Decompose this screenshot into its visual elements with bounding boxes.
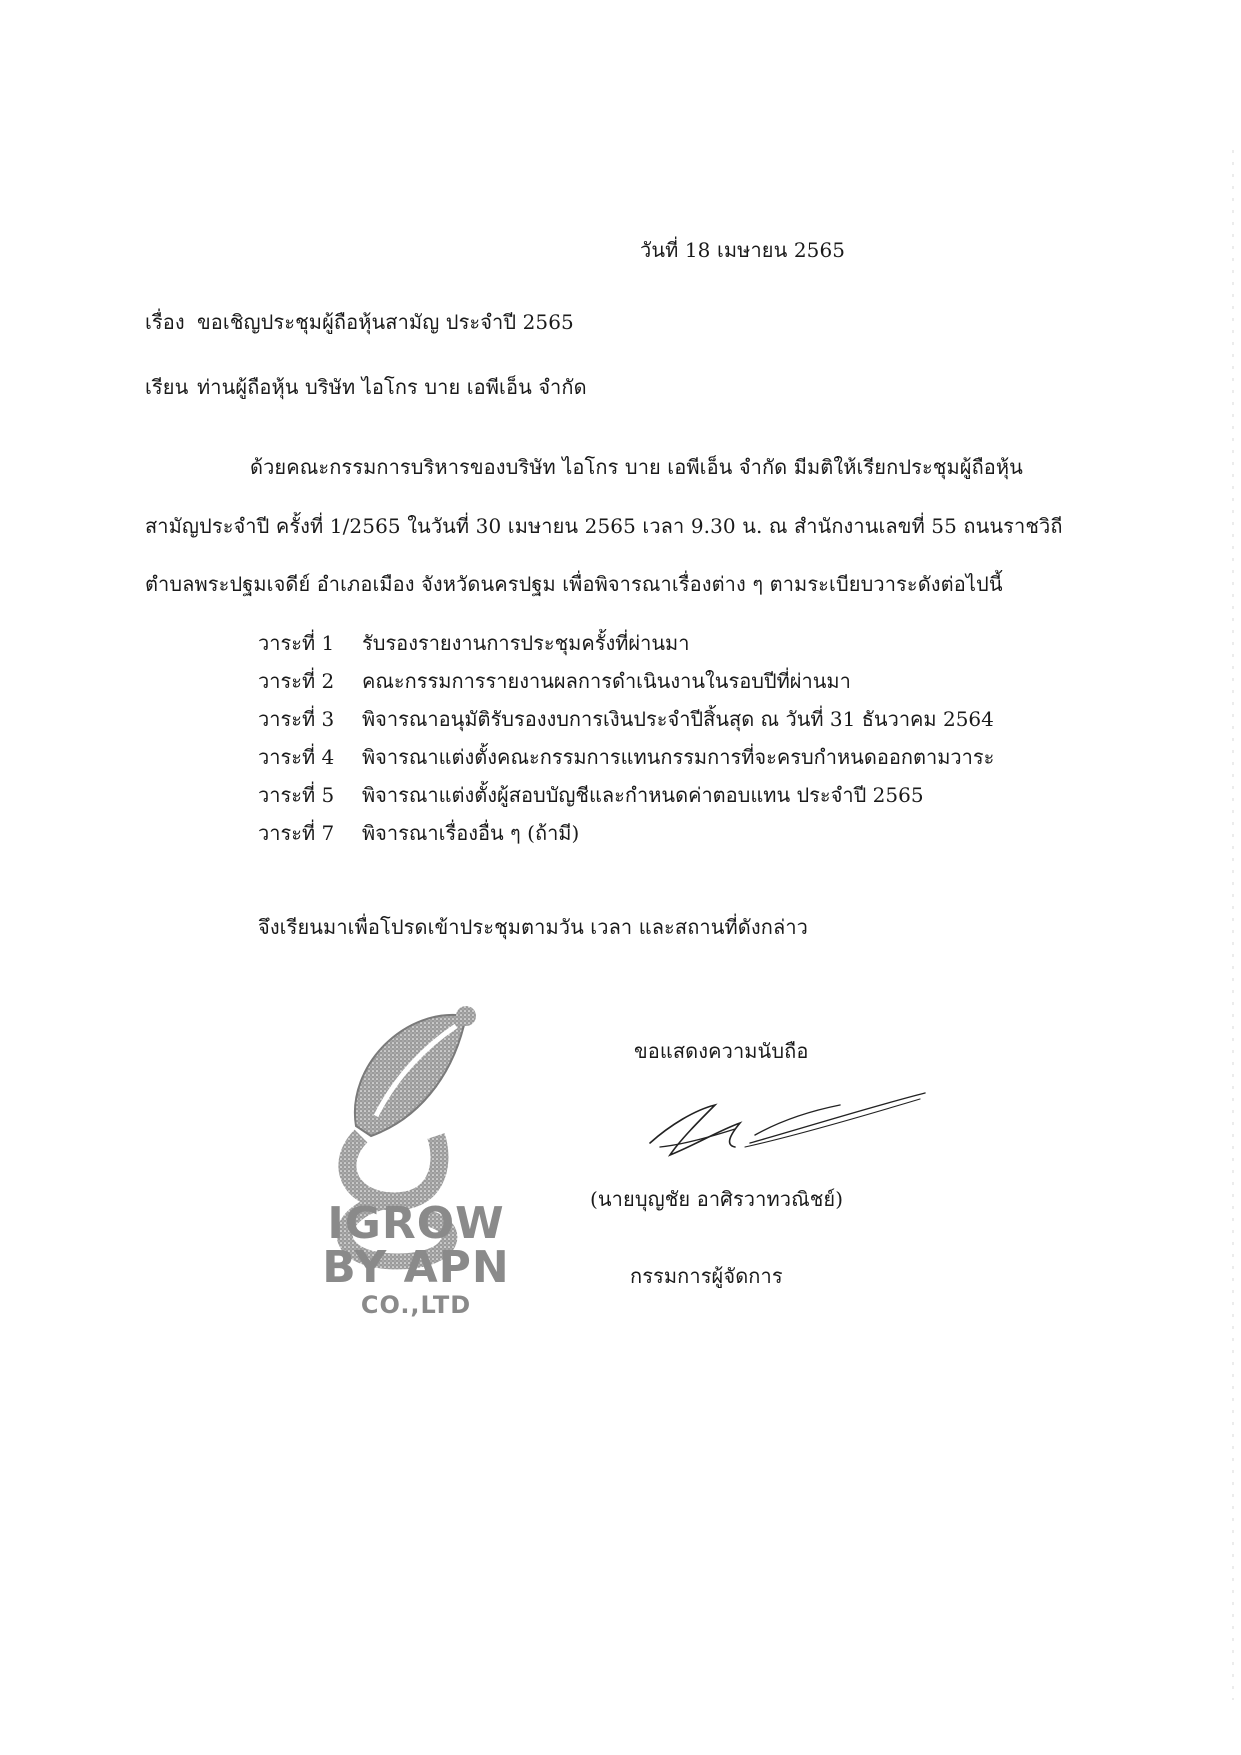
agenda-item bbox=[258, 667, 994, 705]
letter-date: วันที่ 18 เมษายน 2565 bbox=[640, 238, 846, 262]
regards-line: ขอแสดงความนับถือ bbox=[634, 1039, 809, 1063]
agenda-item bbox=[258, 819, 994, 857]
subject-label: เรื่อง bbox=[145, 310, 185, 334]
agenda-item bbox=[258, 705, 994, 743]
seal-text-line-2: BY APN bbox=[322, 1242, 510, 1293]
agenda-list bbox=[258, 629, 994, 857]
agenda-text: พิจารณาแต่งตั้งคณะกรรมการแทนกรรมการที่จะครบกำหนดออกตามวาระ bbox=[362, 745, 995, 769]
signer-position: กรรมการผู้จัดการ bbox=[630, 1264, 783, 1288]
body-line-3: ตำบลพระปฐมเจดีย์ อำเภอเมือง จังหวัดนครปฐม เพื่อพิจารณาเรื่องต่าง ๆ ตามระเบียบวาระดังต่อไปนี้ bbox=[145, 572, 1003, 596]
agenda-text: พิจารณาอนุมัติรับรองงบการเงินประจำปีสิ้นสุด ณ วันที่ 31 ธันวาคม 2564 bbox=[362, 707, 994, 731]
signature-icon bbox=[640, 1085, 930, 1165]
closing-line: จึงเรียนมาเพื่อโปรดเข้าประชุมตามวัน เวลา และสถานที่ดังกล่าว bbox=[258, 915, 808, 939]
signer-name: (นายบุญชัย อาศิรวาทวณิชย์) bbox=[590, 1187, 844, 1211]
body-line-2: สามัญประจำปี ครั้งที่ 1/2565 ในวันที่ 30 เมษายน 2565 เวลา 9.30 น. ณ สำนักงานเลขที่ 55 ถนนราชวิถี bbox=[145, 514, 1063, 538]
salutation-text: ท่านผู้ถือหุ้น บริษัท ไอโกร บาย เอพีเอ็น จำกัด bbox=[197, 375, 587, 399]
subject-text: ขอเชิญประชุมผู้ถือหุ้นสามัญ ประจำปี 2565 bbox=[197, 310, 574, 334]
seal-text bbox=[316, 1198, 516, 1320]
agenda-number: วาระที่ 2 bbox=[258, 669, 335, 693]
seal-text-line-1: IGROW bbox=[327, 1198, 505, 1249]
agenda-text: คณะกรรมการรายงานผลการดำเนินงานในรอบปีที่ผ่านมา bbox=[362, 669, 851, 693]
agenda-number: วาระที่ 1 bbox=[258, 631, 335, 655]
agenda-item bbox=[258, 781, 994, 819]
agenda-number: วาระที่ 4 bbox=[258, 745, 335, 769]
agenda-number: วาระที่ 7 bbox=[258, 821, 335, 845]
agenda-text: พิจารณาเรื่องอื่น ๆ (ถ้ามี) bbox=[362, 821, 580, 845]
subject-line bbox=[145, 308, 574, 336]
agenda-number: วาระที่ 5 bbox=[258, 783, 335, 807]
body-line-1: ด้วยคณะกรรมการบริหารของบริษัท ไอโกร บาย เอพีเอ็น จำกัด มีมติให้เรียกประชุมผู้ถือหุ้น bbox=[250, 455, 1023, 479]
agenda-text: รับรองรายงานการประชุมครั้งที่ผ่านมา bbox=[362, 631, 690, 655]
agenda-text: พิจารณาแต่งตั้งผู้สอบบัญชีและกำหนดค่าตอบแทน ประจำปี 2565 bbox=[362, 783, 924, 807]
agenda-number: วาระที่ 3 bbox=[258, 707, 335, 731]
salutation-line bbox=[145, 373, 587, 401]
agenda-item bbox=[258, 629, 994, 667]
salutation-label: เรียน bbox=[145, 375, 189, 399]
scan-edge-marks bbox=[1231, 150, 1235, 1700]
agenda-item bbox=[258, 743, 994, 781]
seal-text-line-3: CO.,LTD bbox=[360, 1291, 472, 1319]
